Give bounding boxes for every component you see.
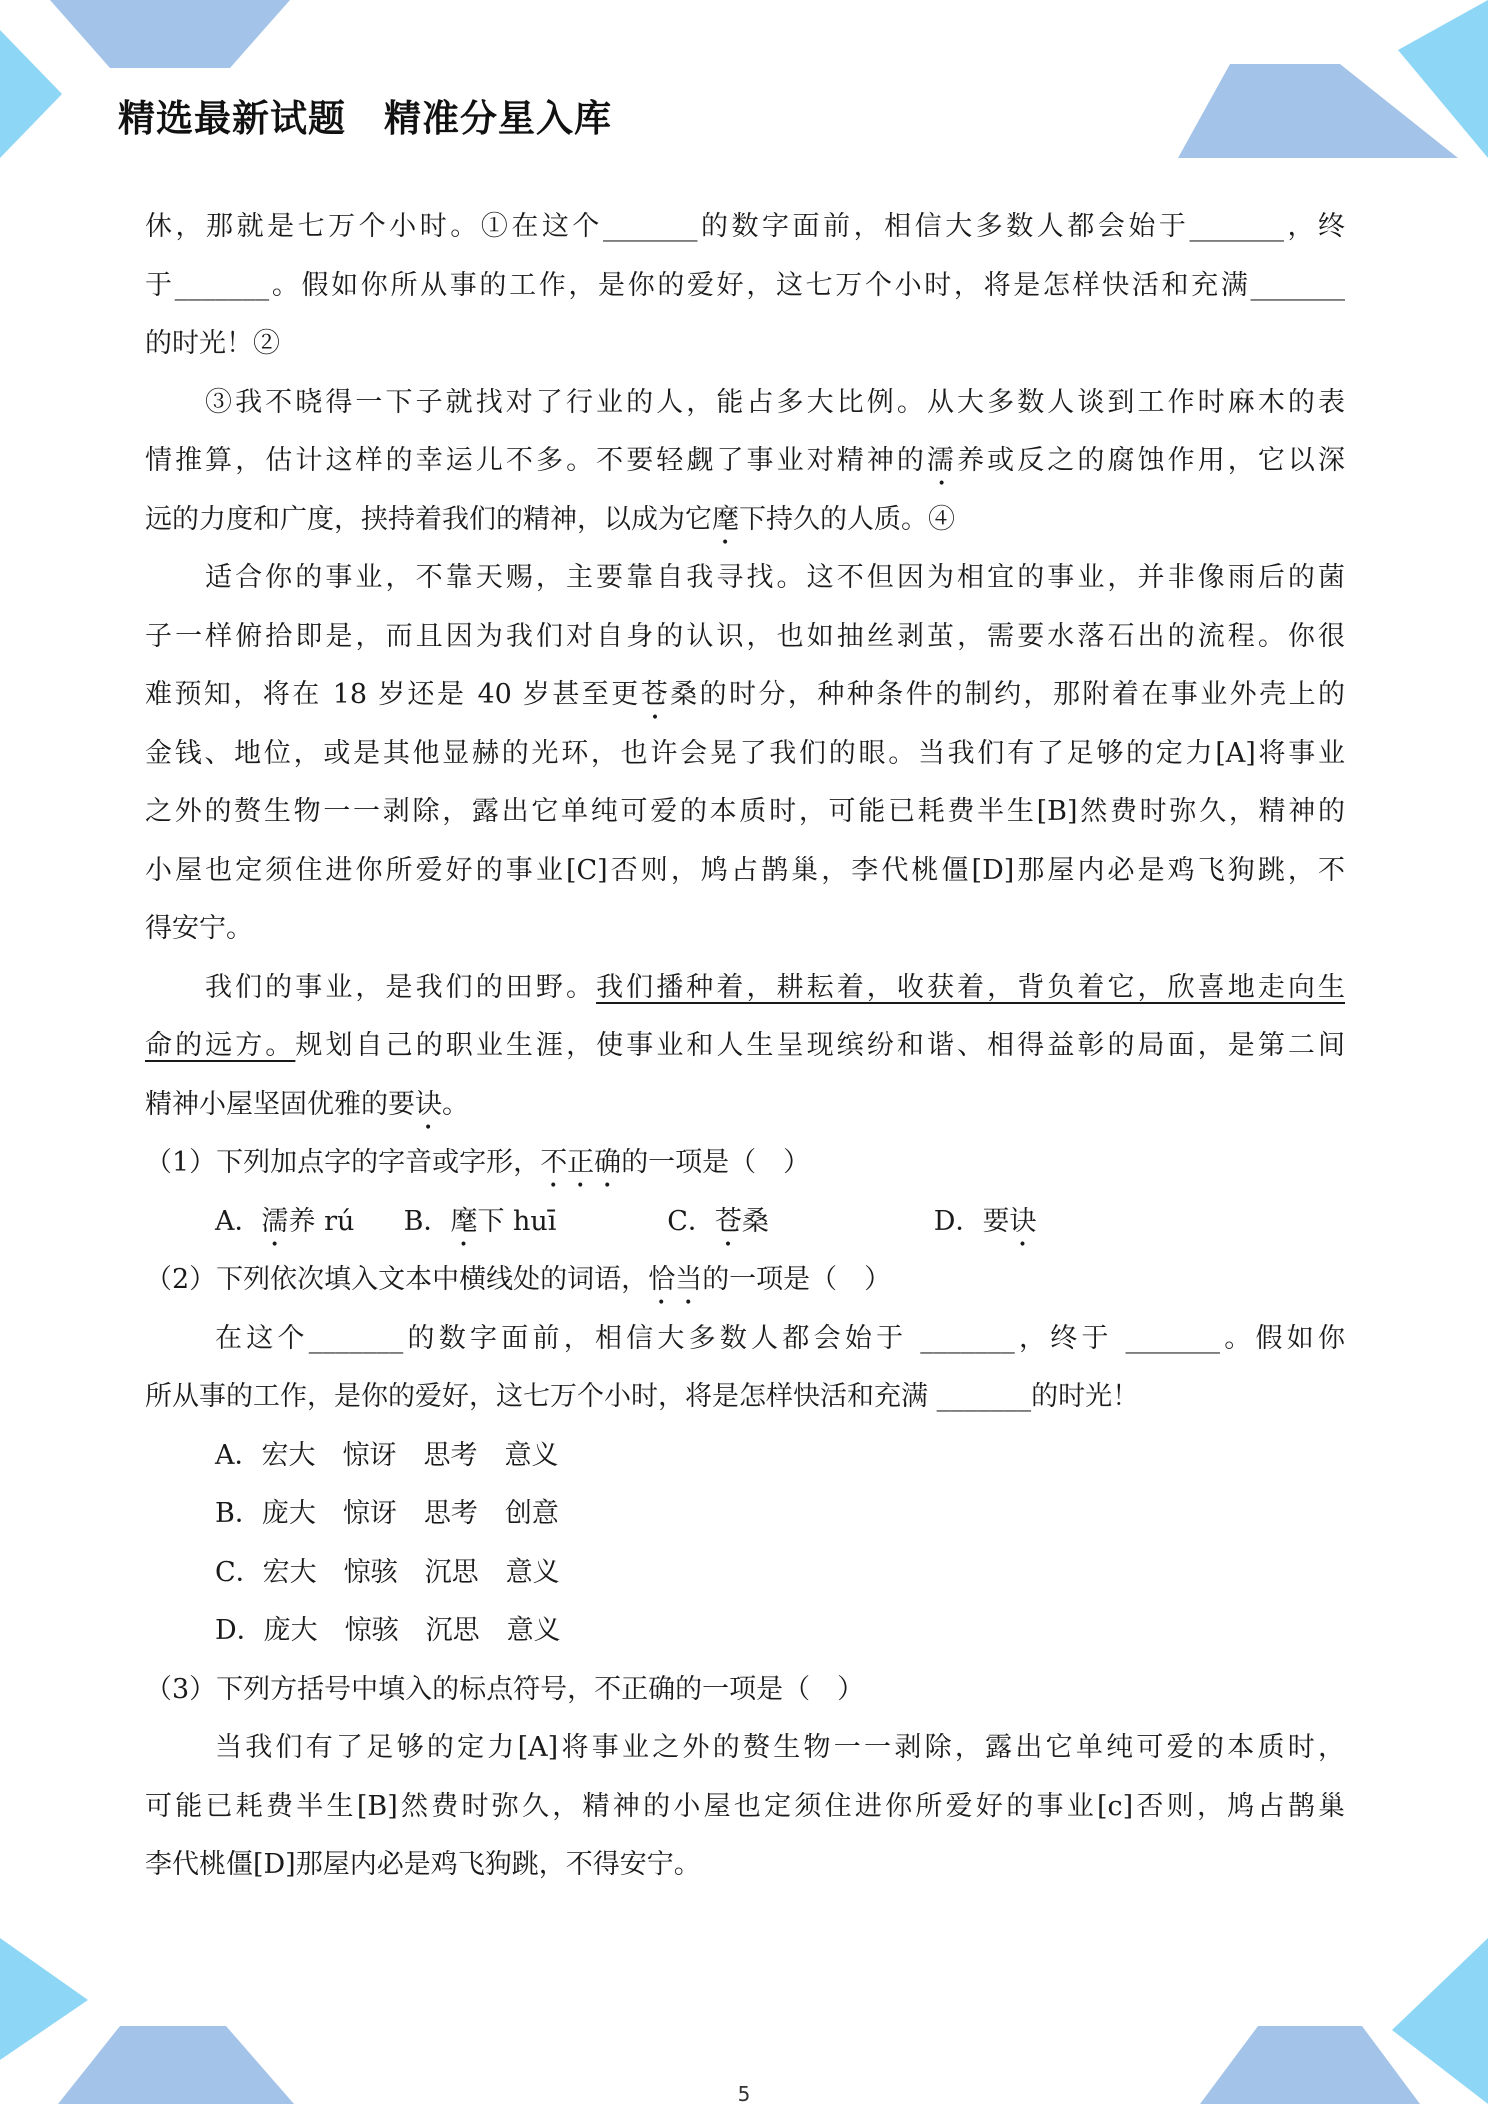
option-a[interactable]: [215, 1193, 395, 1253]
text-segment: 精神小屋坚固优雅的要: [145, 1088, 415, 1120]
passage-line: 的时光！②: [145, 328, 280, 359]
passage-line: [145, 1076, 1345, 1135]
passage-line: [145, 959, 1345, 1018]
option-label: C．: [667, 1205, 715, 1237]
passage-line: 子一样俯拾即是，而且因为我们对自身的认识，也如抽丝剥茧，需要水落石出的流程。你很: [145, 620, 1345, 652]
option-b[interactable]: [404, 1193, 659, 1253]
text-segment: 规划自己的职业生涯，使事业和人生呈现缤纷和谐、相得益彰的局面，是第二间: [295, 1030, 1346, 1061]
dotted-char: 麾: [450, 1205, 478, 1237]
question-3-quote: 李代桃僵[D]那屋内必是鸡飞狗跳，不得安宁。: [145, 1849, 701, 1880]
passage-line: 得安宁。: [145, 913, 253, 944]
underlined-text: 我们播种着，耕耘着，收获着，背负着它，欣喜地走向生: [596, 971, 1346, 1003]
passage-line: [145, 432, 1345, 491]
option-a[interactable]: A．宏大 惊讶 思考 意义: [215, 1439, 559, 1471]
page-number: 5: [737, 2082, 751, 2106]
text-segment: 的一项是（ ）: [702, 1264, 892, 1295]
top-left-triangle: [0, 30, 62, 158]
option-c[interactable]: [667, 1193, 925, 1253]
dotted-char: 苍: [640, 679, 671, 710]
option-d[interactable]: [934, 1193, 1037, 1253]
passage-line: [145, 666, 1345, 725]
option-label: A．: [215, 1205, 262, 1237]
text-segment: （2）下列依次填入文本中横线处的词语，: [145, 1264, 649, 1295]
bottom-right-triangle: [1392, 1938, 1488, 2104]
passage-line: 之外的赘生物一一剥除，露出它单纯可爱的本质时，可能已耗费半生[B]然费时弥久，精神的: [145, 796, 1345, 827]
question-3-stem: （3）下列方括号中填入的标点符号，不正确的一项是（ ）: [145, 1673, 865, 1705]
option-d[interactable]: D．庞大 惊骇 沉思 意义: [215, 1615, 561, 1646]
option-text: 要: [982, 1205, 1010, 1237]
question-1-options: [145, 1193, 1345, 1252]
text-segment: 我们的事业，是我们的田野。: [205, 971, 597, 1003]
passage-line: 适合你的事业，不靠天赐，主要靠自我寻找。这不但因为相宜的事业，并非像雨后的菌: [205, 562, 1345, 593]
dotted-char: 诀: [1009, 1205, 1037, 1237]
dotted-char: 苍: [714, 1205, 742, 1237]
dotted-char: 濡: [927, 445, 958, 476]
text-segment: 。: [442, 1088, 469, 1120]
text-segment: （1）下列加点字的字音或字形，: [145, 1147, 541, 1178]
question-2-stem: [145, 1251, 1345, 1310]
dotted-char: 濡: [261, 1205, 289, 1237]
option-text: 养 rú: [288, 1205, 355, 1237]
dotted-text: 恰当: [648, 1264, 703, 1295]
passage-line: 于_______。假如你所从事的工作，是你的爱好，这七万个小时，将是怎样快活和充满_______: [145, 269, 1345, 301]
passage-line: 金钱、地位，或是其他显赫的光环，也许会晃了我们的眼。当我们有了足够的定力[A]将事业: [145, 737, 1345, 769]
passage-line: 小屋也定须住进你所爱好的事业[C]否则，鸠占鹊巢，李代桃僵[D]那屋内必是鸡飞狗跳，不: [145, 854, 1345, 886]
exam-content: [145, 198, 1345, 1895]
passage-line: [145, 491, 1345, 550]
text-segment: 下持久的人质。④: [739, 503, 955, 535]
bottom-left-triangle: [0, 1938, 88, 2060]
question-1-stem: [145, 1134, 1345, 1193]
dotted-char: 麾: [712, 503, 739, 535]
text-segment: 桑的时分，种种条件的制约，那附着在事业外壳上的: [670, 679, 1346, 710]
passage-line: 休，那就是七万个小时。①在这个_______的数字面前，相信大多数人都会始于_______，终: [145, 211, 1345, 242]
dotted-text: 不正确: [540, 1147, 622, 1178]
question-2-quote: 在这个_______的数字面前，相信大多数人都会始于 _______，终于 _______。假如你: [215, 1322, 1345, 1354]
dotted-char: 诀: [415, 1088, 442, 1120]
header-title: 精选最新试题 精准分星入库: [118, 97, 612, 140]
text-segment: 的一项是（ ）: [621, 1147, 811, 1178]
option-c[interactable]: C．宏大 惊骇 沉思 意义: [215, 1556, 560, 1588]
option-text: 桑: [741, 1205, 769, 1237]
text-segment: 远的力度和广度，挟持着我们的精神，以成为它: [145, 503, 712, 535]
text-segment: 难预知，将在 18 岁还是 40 岁甚至更: [145, 679, 641, 710]
option-b[interactable]: B．庞大 惊讶 思考 创意: [215, 1498, 559, 1529]
question-3-quote: 可能已耗费半生[B]然费时弥久，精神的小屋也定须住进你所爱好的事业[c]否则，鸠占鹊巢: [145, 1790, 1345, 1822]
option-text: 下 huī: [477, 1205, 557, 1237]
option-label: D．: [933, 1205, 983, 1237]
question-3-quote: 当我们有了足够的定力[A]将事业之外的赘生物一一剥除，露出它单纯可爱的本质时，: [215, 1732, 1345, 1763]
passage-line: [145, 1017, 1345, 1076]
text-segment: 情推算，估计这样的幸运儿不多。不要轻觑了事业对精神的: [145, 445, 927, 476]
underlined-text: 命的远方。: [145, 1030, 296, 1061]
text-segment: 养或反之的腐蚀作用，它以深: [957, 445, 1346, 476]
option-label: B．: [403, 1205, 451, 1237]
top-left-trapezoid: [50, 0, 290, 68]
passage-line: ③我不晓得一下子就找对了行业的人，能占多大比例。从大多数人谈到工作时麻木的表: [205, 386, 1345, 418]
top-right-trapezoid: [1178, 64, 1458, 158]
question-2-quote: 所从事的工作，是你的爱好，这七万个小时，将是怎样快活和充满 _______的时光！: [145, 1381, 1140, 1412]
